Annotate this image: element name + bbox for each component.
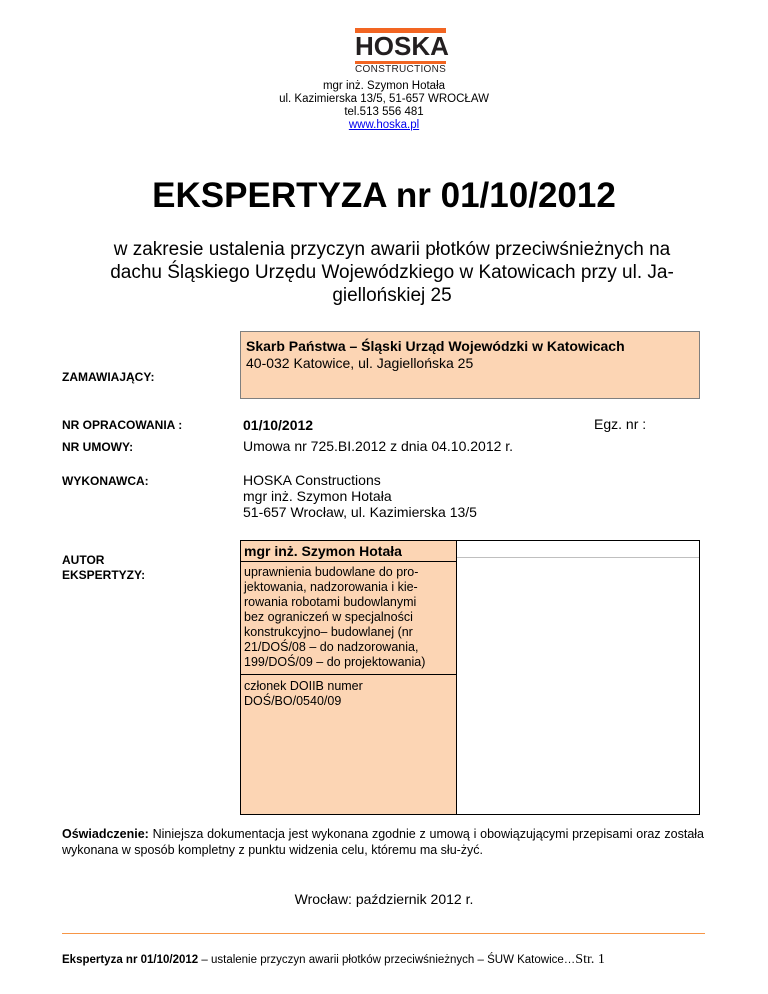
page-footer — [62, 952, 705, 968]
contact-address: ul. Kazimierska 13/5, 51-657 WROCŁAW — [279, 93, 489, 105]
autor-label-line1: AUTOR — [62, 553, 105, 567]
autor-details-box — [240, 540, 457, 815]
subtitle-line: dachu Śląskiego Urzędu Wojewódzkiego w Katowicach przy ul. Ja- — [110, 262, 674, 283]
uprawnienia-line: rowania robotami budowlanymi — [244, 595, 417, 609]
autor-divider — [241, 674, 456, 675]
logo-subtitle: CONSTRUCTIONS — [355, 64, 447, 75]
nr-umowy-value: Umowa nr 725.BI.2012 z dnia 04.10.2012 r. — [243, 438, 514, 454]
signature-header — [457, 541, 699, 558]
uprawnienia-line: 199/DOŚ/09 – do projektowania) — [244, 655, 426, 669]
zamawiajacy-address: 40-032 Katowice, ul. Jagiellońska 25 — [246, 355, 474, 371]
wykonawca-person: mgr inż. Szymon Hotała — [243, 488, 392, 504]
oswiadczenie-label: Oświadczenie: — [62, 827, 149, 841]
document-title: EKSPERTYZA nr 01/10/2012 — [152, 176, 616, 215]
nr-opracowania-value: 01/10/2012 — [243, 417, 314, 433]
czlonek-line: DOŚ/BO/0540/09 — [244, 694, 342, 708]
autor-uprawnienia — [244, 565, 453, 670]
zamawiajacy-box — [240, 331, 700, 399]
oswiadczenie-text: Niniejsza dokumentacja jest wykonana zgodnie z umową i obowiązującymi przepisami oraz została wykonana w sposób kompletny z punktu widzenia celu, któremu ma słu-żyć. — [62, 827, 704, 857]
uprawnienia-line: 21/DOŚ/08 – do nadzorowania, — [244, 640, 419, 654]
contact-block — [0, 80, 768, 132]
place-date: Wrocław: październik 2012 r. — [294, 891, 474, 907]
logo-word: HOSKA — [355, 31, 449, 61]
subtitle-line: w zakresie ustalenia przyczyn awarii płotków przeciwśnieżnych na — [113, 239, 671, 260]
autor-name: mgr inż. Szymon Hotała — [241, 541, 456, 562]
nr-umowy-label: NR UMOWY: — [62, 440, 134, 454]
czlonek-line: członek DOIIB numer — [244, 679, 363, 693]
zamawiajacy-name: Skarb Państwa – Śląski Urząd Wojewódzki w Katowicach — [246, 338, 625, 354]
wykonawca-address: 51-657 Wrocław, ul. Kazimierska 13/5 — [243, 504, 477, 520]
footer-description: – ustalenie przyczyn awarii płotków przeciwśnieżnych – ŚUW Katowice… — [198, 954, 576, 966]
contact-name: mgr inż. Szymon Hotała — [322, 80, 446, 92]
oswiadczenie-paragraph — [62, 826, 704, 858]
footer-doc-number: Ekspertyza nr 01/10/2012 — [62, 954, 199, 966]
document-subtitle — [92, 238, 692, 307]
nr-opracowania-label: NR OPRACOWANIA : — [62, 418, 183, 432]
website-link[interactable]: www.hoska.pl — [348, 119, 420, 131]
uprawnienia-line: konstrukcyjno– budowlanej (nr — [244, 625, 413, 639]
signature-box — [457, 540, 700, 815]
uprawnienia-line: bez ograniczeń w specjalności — [244, 610, 413, 624]
autor-czlonek — [244, 679, 453, 709]
egz-nr: Egz. nr : — [594, 416, 647, 432]
footer-page-number: Str. 1 — [575, 952, 605, 967]
wykonawca-company: HOSKA Constructions — [243, 472, 381, 488]
zamawiajacy-label: ZAMAWIAJĄCY: — [62, 370, 155, 384]
wykonawca-label: WYKONAWCA: — [62, 474, 149, 488]
autor-label-line2: EKSPERTYZY: — [62, 568, 146, 582]
uprawnienia-line: jektowania, nadzorowania i kie- — [244, 580, 418, 594]
contact-phone: tel.513 556 481 — [344, 106, 424, 118]
footer-rule — [62, 933, 705, 934]
wykonawca-block — [243, 472, 477, 520]
subtitle-line: giellońskiej 25 — [332, 285, 452, 306]
uprawnienia-line: uprawnienia budowlane do pro- — [244, 565, 419, 579]
autor-label — [62, 553, 145, 583]
